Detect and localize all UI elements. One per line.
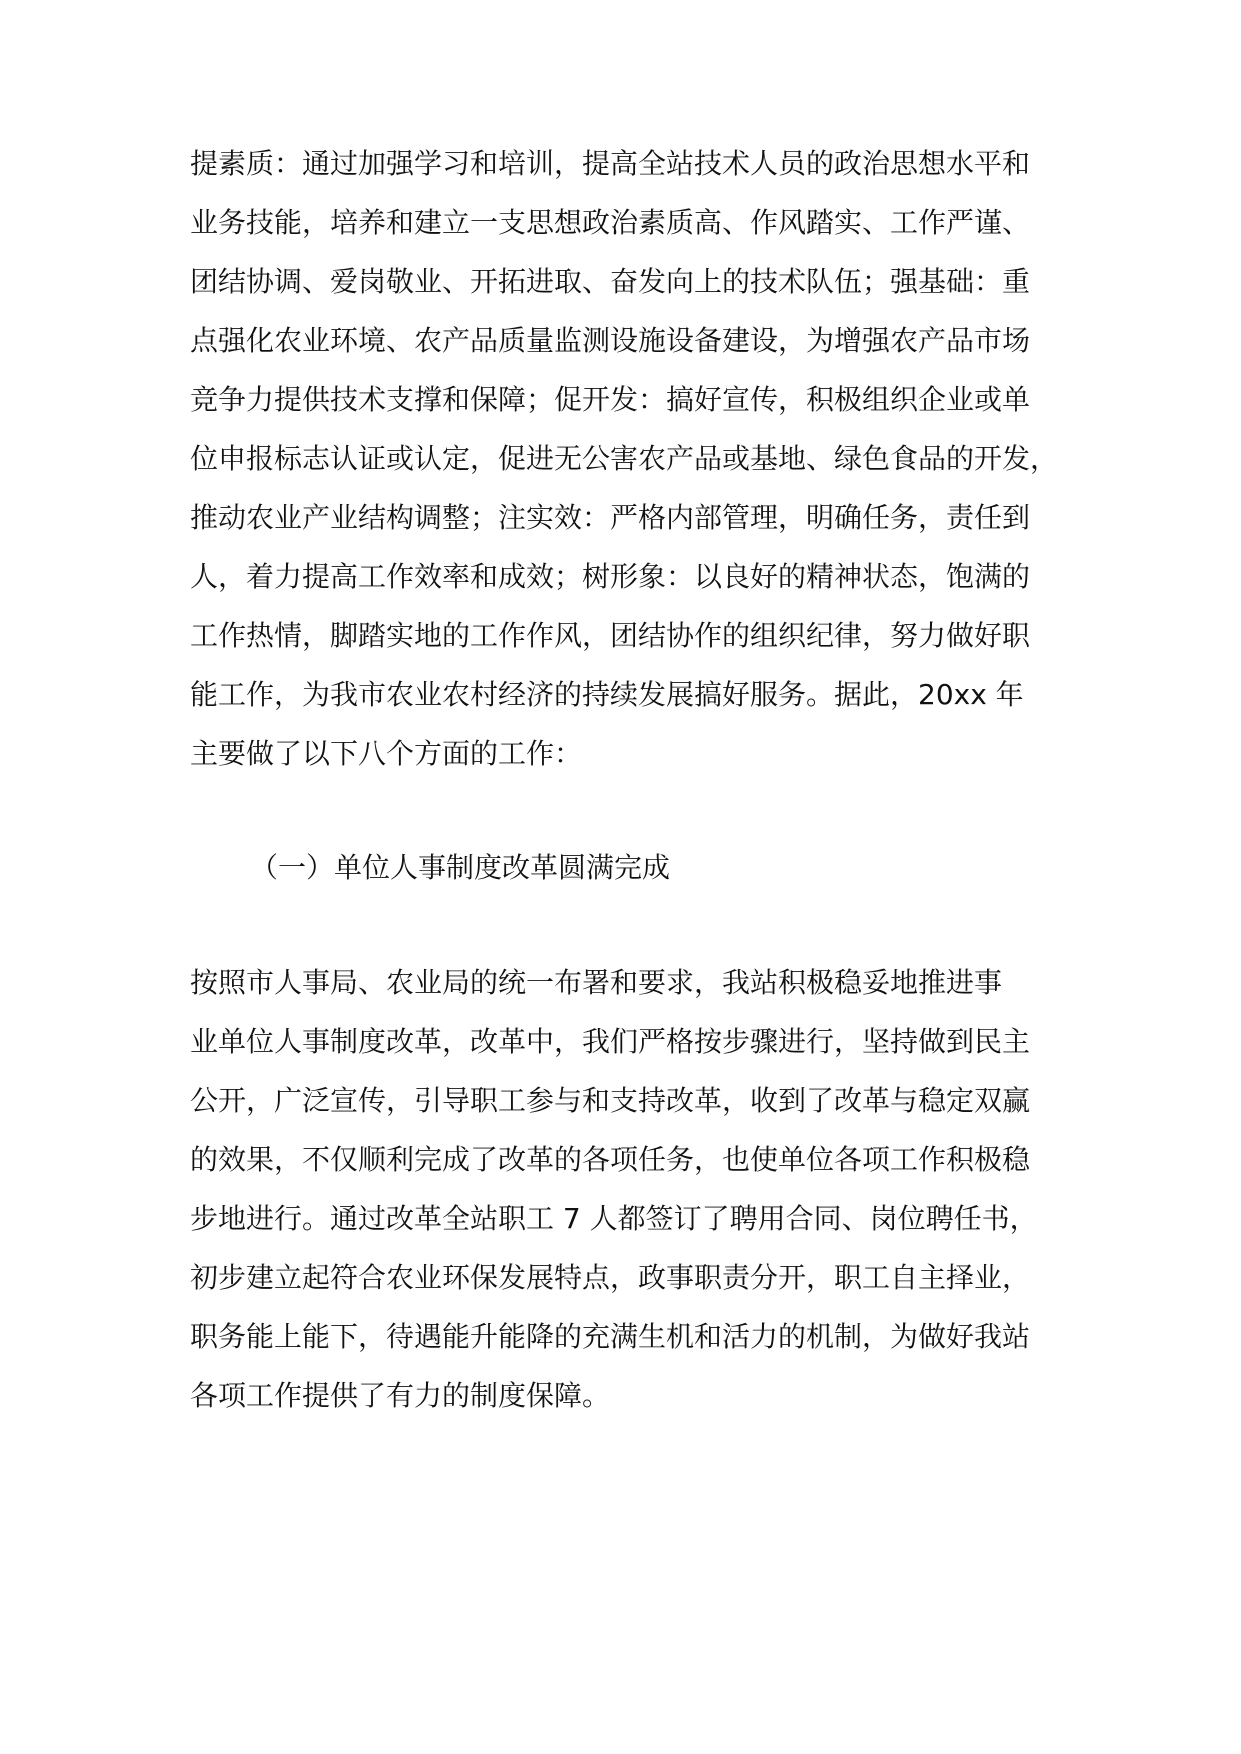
paragraph-line: 职务能上能下，待遇能升能降的充满生机和活力的机制，为做好我站 [190,1320,1031,1353]
paragraph-line: 点强化农业环境、农产品质量监测设施设备建设，为增强农产品市场 [190,324,1031,357]
paragraph-line: 位申报标志认证或认定，促进无公害农产品或基地、绿色食品的开发， [190,442,1059,475]
paragraph-line: 团结协调、爱岗敬业、开拓进取、奋发向上的技术队伍；强基础：重 [190,265,1031,298]
paragraph-line: 人，着力提高工作效率和成效；树形象：以良好的精神状态，饱满的 [190,560,1031,593]
paragraph-line: 能工作，为我市农业农村经济的持续发展搞好服务。据此，20xx 年 [190,678,1024,711]
paragraph-line: 主要做了以下八个方面的工作： [190,737,583,770]
paragraph-line: 竞争力提供技术支撑和保障；促开发：搞好宣传，积极组织企业或单 [190,383,1031,416]
section-heading: （一）单位人事制度改革圆满完成 [250,851,671,884]
paragraph-line: 步地进行。通过改革全站职工 7 人都签订了聘用合同、岗位聘任书， [190,1202,1038,1235]
paragraph-line: 初步建立起符合农业环保发展特点，政事职责分开，职工自主择业， [190,1261,1031,1294]
paragraph-line: 公开，广泛宣传，引导职工参与和支持改革，收到了改革与稳定双赢 [190,1084,1031,1117]
paragraph-line: 工作热情，脚踏实地的工作作风，团结协作的组织纪律，努力做好职 [190,619,1031,652]
paragraph-line: 按照市人事局、农业局的统一布署和要求，我站积极稳妥地推进事 [190,966,1003,999]
paragraph-line: 的效果，不仅顺利完成了改革的各项任务，也使单位各项工作积极稳 [190,1143,1031,1176]
paragraph-line: 提素质：通过加强学习和培训，提高全站技术人员的政治思想水平和 [190,147,1031,180]
paragraph-line: 业单位人事制度改革，改革中，我们严格按步骤进行，坚持做到民主 [190,1025,1031,1058]
paragraph-line: 各项工作提供了有力的制度保障。 [190,1379,611,1412]
paragraph-line: 业务技能，培养和建立一支思想政治素质高、作风踏实、工作严谨、 [190,206,1031,239]
paragraph-line: 推动农业产业结构调整；注实效：严格内部管理，明确任务，责任到 [190,501,1031,534]
